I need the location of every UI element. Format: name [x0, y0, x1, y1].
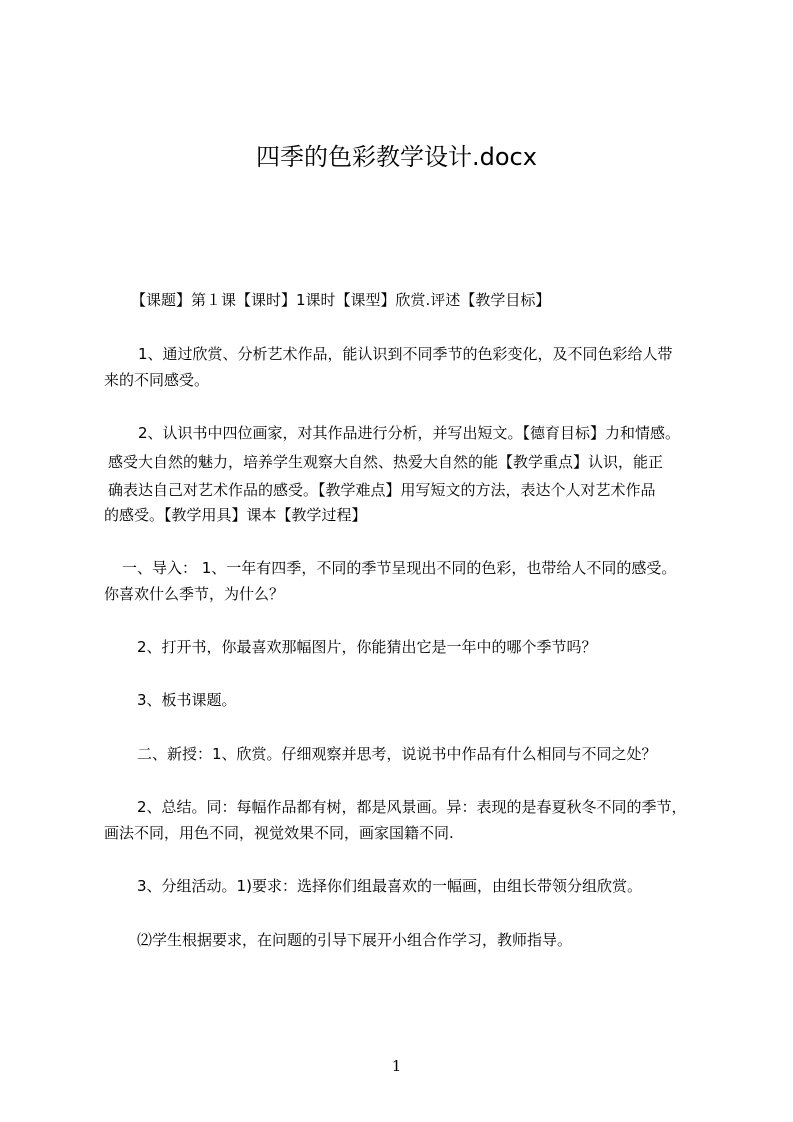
text-line: 一、导入： 1、一年有四季，不同的季节呈现出不同的色彩，也带给人不同的感受。	[122, 559, 677, 577]
text-line: 【课题】第１课【课时】1课时【课型】欣赏.评述【教学目标】	[131, 291, 551, 309]
text-line: 2、打开书，你最喜欢那幅图片，你能猜出它是一年中的哪个季节吗？	[137, 638, 597, 656]
page-number: 1	[391, 1057, 402, 1075]
text-line: 1、通过欣赏、分析艺术作品，能认识到不同季节的色彩变化，及不同色彩给人带	[138, 345, 673, 363]
text-line: 画法不同，用色不同，视觉效果不同，画家国籍不同.	[104, 824, 454, 842]
text-line: 来的不同感受。	[104, 371, 210, 389]
text-line: 的感受。【教学用具】课本【教学过程】	[104, 506, 367, 524]
text-line: 你喜欢什么季节，为什么？	[104, 585, 285, 603]
text-line: 二、新授：1、欣赏。仔细观察并思考，说说书中作品有什么相同与不同之处？	[137, 745, 657, 763]
text-line: 3、板书课题。	[137, 691, 237, 709]
text-line: 3、分组活动。1)要求：选择你们组最喜欢的一幅画，由组长带领分组欣赏。	[137, 877, 642, 895]
text-line: ⑵学生根据要求，在问题的引导下展开小组合作学习，教师指导。	[137, 931, 573, 949]
text-line: 感受大自然的魅力，培养学生观察大自然、热爱大自然的能【教学重点】认识，能正	[108, 453, 664, 471]
text-line: 2、认识书中四位画家，对其作品进行分析，并写出短文。【德育目标】力和情感。	[138, 424, 681, 442]
text-line: 确表达自己对艺术作品的感受。【教学难点】用写短文的方法，表达个人对艺术作品	[108, 481, 656, 499]
document-title: 四季的色彩教学设计.docx	[256, 143, 537, 171]
text-line: 2、总结。同：每幅作品都有树，都是风景画。异：表现的是春夏秋冬不同的季节，	[137, 798, 687, 816]
